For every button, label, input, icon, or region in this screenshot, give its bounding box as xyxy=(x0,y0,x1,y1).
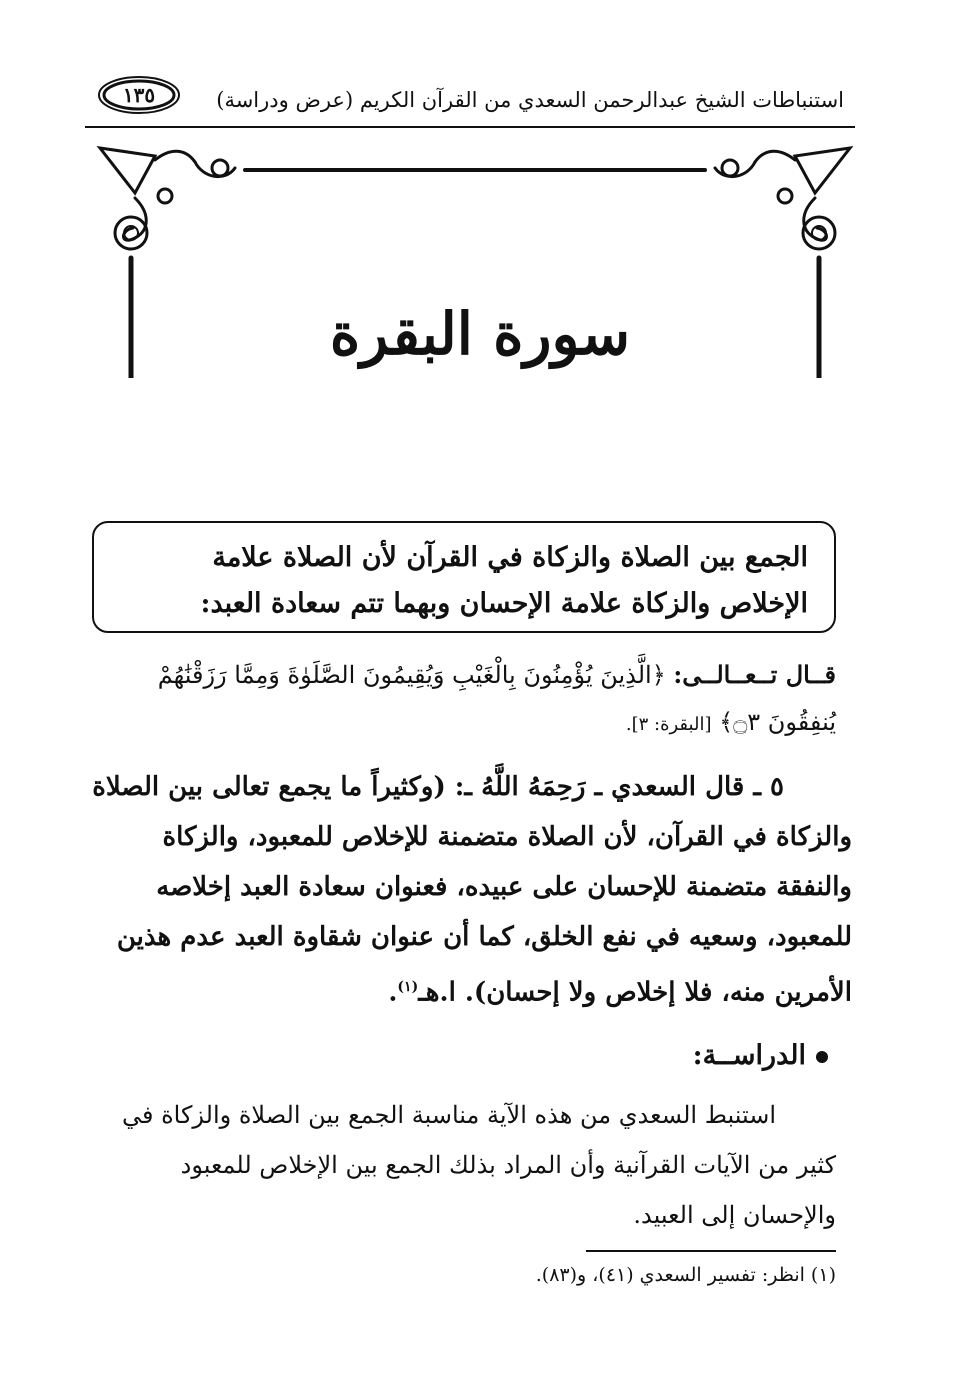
study-line: والإحسان إلى العبيد. xyxy=(633,1201,836,1229)
section-heading-line: الجمع بين الصلاة والزكاة في القرآن لأن الصلاة علامة xyxy=(212,542,808,573)
surah-title: سورة البقرة xyxy=(329,300,631,368)
quote-line: الأمرين منه، فلا إخلاص ولا إحسان). ا.هـ xyxy=(418,977,852,1008)
verse-reference: [البقرة: ٣]. xyxy=(625,714,712,735)
running-header-title: استنباطات الشيخ عبدالرحمن السعدي من القرآن الكريم (عرض ودراسة) xyxy=(216,88,844,112)
study-paragraph xyxy=(92,1090,836,1240)
section-heading-box xyxy=(92,521,836,633)
quote-line: والزكاة في القرآن، لأن الصلاة متضمنة للإخلاص للمعبود، والزكاة xyxy=(162,822,852,852)
header-divider xyxy=(85,126,855,128)
study-heading xyxy=(693,1040,828,1071)
verse-line-1 xyxy=(92,660,836,689)
quote-end: . xyxy=(388,977,398,1008)
study-line: كثير من الآيات القرآنية وأن المراد بذلك الجمع بين الإخلاص للمعبود xyxy=(180,1151,836,1179)
footnote: (١) انظر: تفسير السعدي (٤١)، و(٨٣). xyxy=(535,1264,836,1286)
page-number-badge xyxy=(95,73,183,117)
study-line: استنبط السعدي من هذه الآية مناسبة الجمع بين الصلاة والزكاة في xyxy=(121,1101,776,1129)
section-heading-line: الإخلاص والزكاة علامة الإحسان وبهما تتم سعادة العبد: xyxy=(200,588,808,619)
verse-line-2 xyxy=(92,708,836,736)
quote-line-last xyxy=(92,962,852,1018)
bullet-icon xyxy=(816,1051,828,1063)
verse-text: يُنفِقُونَ ۝٣﴾ xyxy=(719,708,836,736)
quote-line: والنفقة متضمنة للإحسان على عبيده، فعنوان سعادة العبد إخلاصه xyxy=(156,872,852,902)
footnote-divider xyxy=(586,1250,836,1252)
study-heading-text: الدراســة: xyxy=(692,1040,806,1071)
page-number: ١٣٥ xyxy=(122,83,156,107)
saadi-quote xyxy=(92,762,852,1018)
quote-line: ٥ ـ قال السعدي ـ رَحِمَهُ اللَّهُ ـ: (وكثيراً ما يجمع تعالى بين الصلاة xyxy=(92,772,784,802)
verse-text: ﴿الَّذِينَ يُؤْمِنُونَ بِالْغَيْبِ وَيُقِيمُونَ الصَّلَوٰةَ وَمِمَّا رَزَقْنَٰهُمْ xyxy=(157,661,666,689)
quote-line: للمعبود، وسعيه في نفع الخلق، كما أن عنوان شقاوة العبد عدم هذين xyxy=(116,922,852,952)
footnote-reference: (١) xyxy=(397,979,419,995)
verse-intro: قــال تــعــالــى: xyxy=(673,660,836,689)
